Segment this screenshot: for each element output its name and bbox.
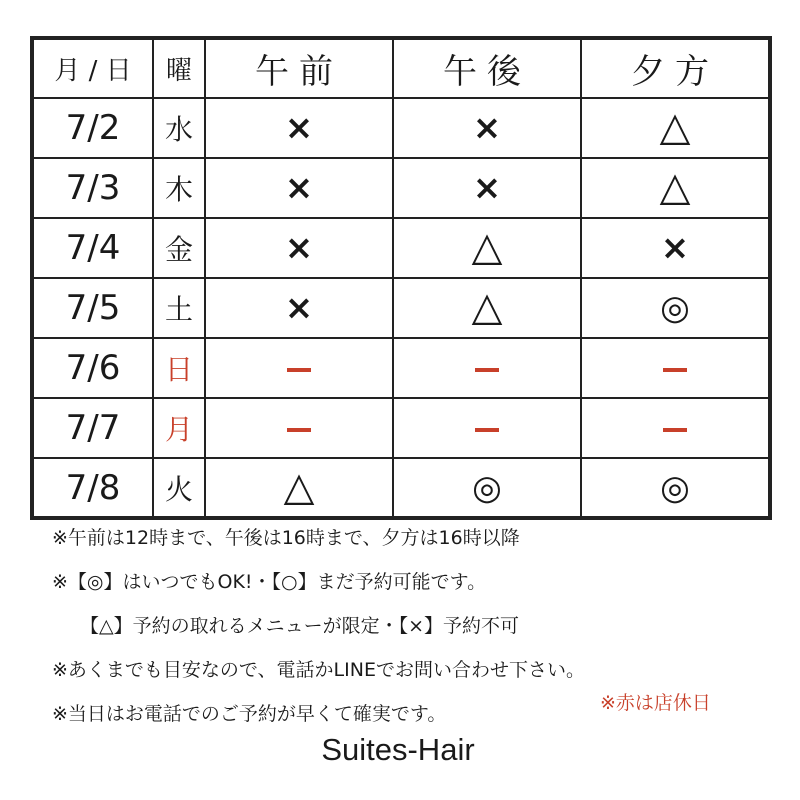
note-same-day: ※当日はお電話でのご予約が早くて確実です。 xyxy=(52,703,447,725)
header-afternoon: 午後 xyxy=(393,38,581,98)
table-row xyxy=(32,278,770,338)
closed-dash-mark xyxy=(663,428,687,432)
cross-mark: × xyxy=(472,108,502,148)
brand-name: Suites-Hair xyxy=(321,732,475,767)
table-row xyxy=(32,458,770,518)
slot-morning xyxy=(205,458,393,518)
closed-dash-mark xyxy=(475,428,499,432)
slot-morning xyxy=(205,218,393,278)
row-weekday: 火 xyxy=(153,458,205,518)
note-time-ranges: ※午前は12時まで、午後は16時まで、夕方は16時以降 xyxy=(52,527,520,549)
row-date: 7/5 xyxy=(32,278,153,338)
slot-evening xyxy=(581,398,770,458)
double-circle-mark: ◎ xyxy=(660,288,690,328)
slot-afternoon xyxy=(393,458,581,518)
slot-evening xyxy=(581,98,770,158)
slot-evening xyxy=(581,278,770,338)
slot-morning xyxy=(205,98,393,158)
triangle-mark: △ xyxy=(659,104,691,150)
note-legend-ok: ※【◎】はいつでもOK!・【○】まだ予約可能です。 xyxy=(52,571,487,593)
slot-afternoon xyxy=(393,218,581,278)
table-row xyxy=(32,218,770,278)
slot-afternoon xyxy=(393,398,581,458)
slot-morning xyxy=(205,338,393,398)
row-weekday: 水 xyxy=(153,98,205,158)
triangle-mark: △ xyxy=(283,463,315,510)
slot-afternoon xyxy=(393,98,581,158)
slot-evening xyxy=(581,158,770,218)
row-date: 7/6 xyxy=(32,338,153,398)
header-date: 月 / 日 xyxy=(32,38,153,98)
row-weekday: 日 xyxy=(153,338,205,398)
cross-mark: × xyxy=(284,228,314,268)
row-weekday: 土 xyxy=(153,278,205,338)
table-row xyxy=(32,98,770,158)
cross-mark: × xyxy=(660,228,690,268)
note-legend-limited: 【△】予約の取れるメニューが限定・【×】予約不可 xyxy=(80,615,520,637)
triangle-mark: △ xyxy=(471,284,503,330)
table-row xyxy=(32,398,770,458)
slot-afternoon xyxy=(393,338,581,398)
double-circle-mark: ◎ xyxy=(472,467,502,508)
triangle-mark: △ xyxy=(471,224,503,270)
cross-mark: × xyxy=(284,108,314,148)
slot-afternoon xyxy=(393,158,581,218)
row-weekday: 月 xyxy=(153,398,205,458)
row-date: 7/3 xyxy=(32,158,153,218)
closed-dash-mark xyxy=(475,368,499,372)
note-contact: ※あくまでも目安なので、電話かLINEでお問い合わせ下さい。 xyxy=(52,659,585,681)
slot-evening xyxy=(581,218,770,278)
slot-morning xyxy=(205,158,393,218)
closed-dash-mark xyxy=(287,428,311,432)
triangle-mark: △ xyxy=(659,164,691,210)
row-date: 7/2 xyxy=(32,98,153,158)
closed-dash-mark xyxy=(663,368,687,372)
slot-afternoon xyxy=(393,278,581,338)
row-date: 7/4 xyxy=(32,218,153,278)
table-row xyxy=(32,338,770,398)
closed-dash-mark xyxy=(287,368,311,372)
table-row xyxy=(32,158,770,218)
double-circle-mark: ◎ xyxy=(660,467,690,508)
row-date: 7/8 xyxy=(32,458,153,518)
cross-mark: × xyxy=(284,168,314,208)
schedule-table xyxy=(30,36,772,520)
header-row xyxy=(32,38,770,98)
note-closed-day: ※赤は店休日 xyxy=(600,692,711,714)
cross-mark: × xyxy=(284,288,314,328)
slot-evening xyxy=(581,458,770,518)
row-date: 7/7 xyxy=(32,398,153,458)
row-weekday: 木 xyxy=(153,158,205,218)
header-weekday: 曜 xyxy=(153,38,205,98)
row-weekday: 金 xyxy=(153,218,205,278)
slot-evening xyxy=(581,338,770,398)
slot-morning xyxy=(205,398,393,458)
notes xyxy=(52,522,585,742)
header-morning: 午前 xyxy=(205,38,393,98)
cross-mark: × xyxy=(472,168,502,208)
header-evening: 夕方 xyxy=(581,38,770,98)
slot-morning xyxy=(205,278,393,338)
